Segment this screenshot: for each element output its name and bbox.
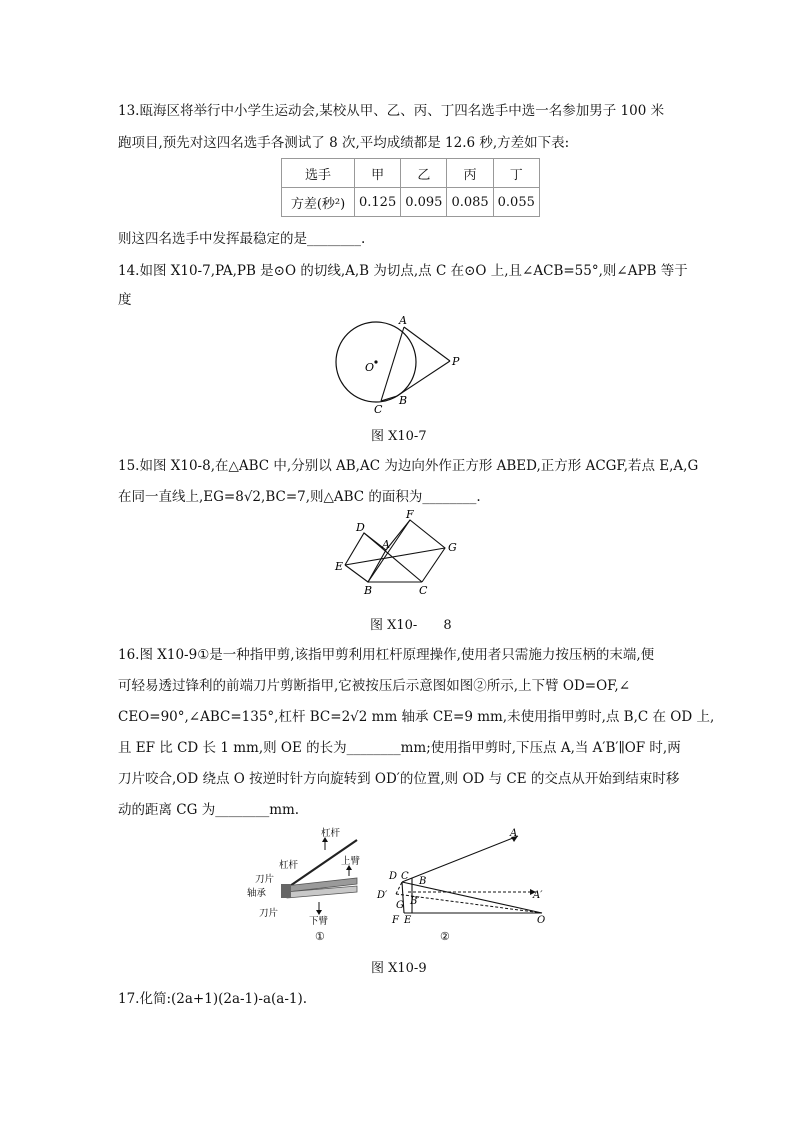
table-row: [282, 159, 540, 188]
square-acgf: [386, 520, 445, 582]
label-c: C: [419, 584, 428, 597]
label-a: A: [382, 538, 390, 551]
label-upper-arm: 上臂: [341, 856, 361, 867]
q15-text-line2: 在同一直线上,EG=8√2,BC=7,则△ABC 的面积为________.: [118, 489, 481, 505]
table-cell: 丙: [447, 159, 493, 188]
label-g: G: [448, 541, 457, 554]
label-b: B: [419, 876, 427, 887]
table-cell: 乙: [401, 159, 447, 188]
q16-text-line6: 动的距离 CG 为________mm.: [118, 802, 300, 818]
label-b: B: [399, 394, 408, 407]
label-d: D: [389, 871, 398, 882]
segment-eg: [345, 548, 445, 565]
arrow-head-icon: [316, 910, 322, 915]
tangent-pa: [404, 327, 450, 361]
q14-text-line2: 度: [118, 292, 132, 308]
q13-text-line2: 跑项目,预先对这四名选手各测试了 8 次,平均成绩都是 12.6 秒,方差如下表:: [118, 135, 570, 151]
center-dot: [374, 360, 377, 363]
tangent-pb: [397, 361, 450, 396]
label-blade-bottom: 刀片: [259, 908, 279, 919]
table-cell: 0.055: [493, 188, 539, 217]
q16-text-line1: 16.图 X10-9①是一种指甲剪,该指甲剪利用杠杆原理操作,使用者只需施力按压柄的末端,便: [118, 647, 655, 663]
label-a-prime: A′: [533, 890, 543, 901]
figure-x10-7: [325, 310, 475, 420]
q16-text-line5: 刀片咬合,OD 绕点 O 按逆时针方向旋转到 OD′的位置,则 OD 与 CE 的交点从开始到结束时移: [118, 771, 680, 787]
variance-table: [281, 158, 540, 217]
q16-text-line4: 且 EF 比 CD 长 1 mm,则 OE 的长为________mm;使用指甲剪时,下压点 A,当 A′B′∥OF 时,两: [118, 740, 681, 756]
q16-text-line3: CEO=90°,∠ABC=135°,杠杆 BC=2√2 mm 轴承 CE=9 mm,未使用指甲剪时,点 B,C 在 OD 上,: [118, 709, 715, 725]
label-b: B: [364, 584, 373, 597]
table-cell: 丁: [493, 159, 539, 188]
table-row: [282, 188, 540, 217]
label-d: D: [356, 521, 365, 534]
label-a: A: [510, 828, 518, 839]
table-cell: 0.085: [447, 188, 493, 217]
label-p: P: [452, 355, 460, 368]
figure-x10-9-2: [372, 826, 552, 946]
label-lever-top: 杠杆: [321, 828, 341, 839]
clipper-head: [281, 884, 291, 898]
segment-bf: [368, 520, 410, 582]
label-d-prime: D′: [377, 890, 388, 901]
label-b-prime: B′: [410, 896, 420, 907]
label-c: C: [401, 871, 409, 882]
label-c: C: [374, 403, 383, 416]
label-a: A: [399, 314, 407, 327]
table-cell: 甲: [355, 159, 401, 188]
label-e: E: [335, 560, 344, 573]
table-cell: 0.125: [355, 188, 401, 217]
label-f: F: [392, 915, 399, 926]
label-lower-arm: 下臂: [309, 916, 329, 927]
q14-text-line1: 14.如图 X10-7,PA,PB 是⊙O 的切线,A,B 为切点,点 C 在⊙O 上,且∠ACB=55°,则∠APB 等于: [118, 263, 688, 279]
q13-text-line1: 13.瓯海区将举行中小学生运动会,某校从甲、乙、丙、丁四名选手中选一名参加男子 100 米: [118, 103, 665, 119]
segment-d-prime: [396, 882, 402, 894]
label-o: O: [365, 361, 375, 374]
q16-text-line2: 可轻易透过锋利的前端刀片剪断指甲,它被按压后示意图如图②所示,上下臂 OD=OF,∠: [118, 678, 631, 694]
label-g: G: [396, 900, 404, 911]
figure-x10-9-1: [245, 826, 385, 946]
label-blade-top: 刀片: [255, 874, 275, 885]
q13-text-line3: 则这四名选手中发挥最稳定的是________.: [118, 231, 366, 247]
caption-x10-8: 图 X10- 8: [370, 618, 452, 633]
caption-x10-9: 图 X10-9: [371, 961, 427, 976]
label-fig1-number: ①: [315, 930, 325, 943]
chord-ac: [381, 327, 404, 401]
label-o: O: [537, 915, 546, 926]
label-bearing: 轴承: [247, 888, 267, 899]
table-cell: 方差(秒²): [282, 188, 355, 217]
label-fig2-number: ②: [440, 930, 450, 943]
table-cell: 0.095: [401, 188, 447, 217]
table-cell: 选手: [282, 159, 355, 188]
label-lever-mid: 杠杆: [279, 860, 299, 871]
label-f: F: [406, 508, 414, 521]
caption-x10-7: 图 X10-7: [371, 429, 427, 444]
label-e: E: [404, 915, 412, 926]
q15-text-line1: 15.如图 X10-8,在△ABC 中,分别以 AB,AC 为边向外作正方形 ABED,正方形 ACGF,若点 E,A,G: [118, 458, 699, 474]
q17-text-line1: 17.化简:(2a+1)(2a-1)-a(a-1).: [118, 991, 308, 1007]
figure-x10-8: [330, 508, 465, 600]
